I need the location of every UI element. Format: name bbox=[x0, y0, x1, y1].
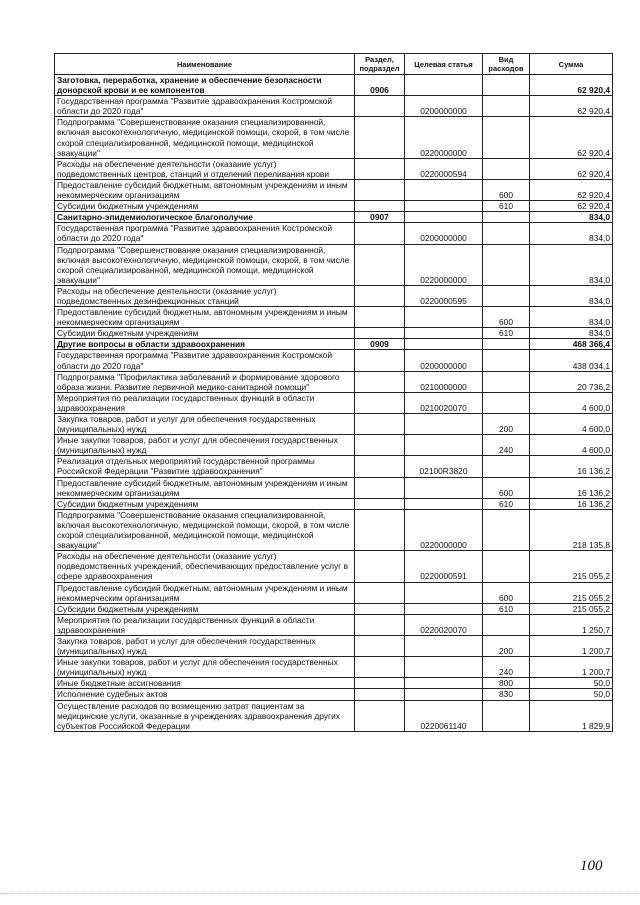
cell-name: Мероприятия по реализации государственных функций в области здравоохранения bbox=[55, 392, 355, 413]
cell-target bbox=[405, 307, 483, 328]
cell-target bbox=[405, 603, 483, 614]
cell-expense bbox=[483, 350, 530, 371]
table-row bbox=[55, 498, 613, 509]
header-section: Раздел, подраздел bbox=[355, 54, 405, 75]
cell-expense: 800 bbox=[483, 678, 530, 689]
cell-target: 0220000591 bbox=[405, 551, 483, 582]
cell-section bbox=[355, 689, 405, 700]
cell-name: Государственная программа "Развитие здравоохранения Костромской области до 2020 года" bbox=[55, 223, 355, 244]
cell-sum: 218 135,8 bbox=[530, 509, 613, 550]
cell-target bbox=[405, 75, 483, 96]
table-row bbox=[55, 158, 613, 179]
cell-sum: 438 034,1 bbox=[530, 350, 613, 371]
cell-target: 0220020070 bbox=[405, 614, 483, 635]
cell-section bbox=[355, 551, 405, 582]
cell-section bbox=[355, 96, 405, 117]
cell-target bbox=[405, 635, 483, 656]
cell-expense bbox=[483, 212, 530, 223]
cell-section bbox=[355, 477, 405, 498]
cell-sum: 834,0 bbox=[530, 223, 613, 244]
cell-name: Государственная программа "Развитие здравоохранения Костромской области до 2020 года" bbox=[55, 96, 355, 117]
cell-sum: 1 200,7 bbox=[530, 657, 613, 678]
cell-target: 0220000595 bbox=[405, 285, 483, 306]
cell-target bbox=[405, 498, 483, 509]
table-row bbox=[55, 244, 613, 285]
table-row bbox=[55, 328, 613, 339]
table-row bbox=[55, 477, 613, 498]
cell-sum: 62 920,4 bbox=[530, 117, 613, 158]
table-row bbox=[55, 339, 613, 350]
cell-target bbox=[405, 328, 483, 339]
cell-sum: 1 250,7 bbox=[530, 614, 613, 635]
cell-name: Предоставление субсидий бюджетным, автономным учреждениям и иным некоммерческим организациям bbox=[55, 477, 355, 498]
cell-target: 0200000000 bbox=[405, 350, 483, 371]
cell-sum: 16 136,2 bbox=[530, 498, 613, 509]
cell-sum: 62 920,4 bbox=[530, 75, 613, 96]
cell-sum: 4 600,0 bbox=[530, 392, 613, 413]
cell-target bbox=[405, 657, 483, 678]
header-name: Наименование bbox=[55, 54, 355, 75]
table-row bbox=[55, 75, 613, 96]
cell-name: Закупка товаров, работ и услуг для обеспечения государственных (муниципальных) нужд bbox=[55, 635, 355, 656]
cell-name: Субсидии бюджетным учреждениям bbox=[55, 201, 355, 212]
cell-target: 0220061140 bbox=[405, 700, 483, 731]
table-row bbox=[55, 201, 613, 212]
cell-section bbox=[355, 435, 405, 456]
cell-target: 0200000000 bbox=[405, 223, 483, 244]
cell-name: Иные бюджетные ассигнования bbox=[55, 678, 355, 689]
cell-section bbox=[355, 414, 405, 435]
cell-expense: 240 bbox=[483, 435, 530, 456]
cell-section bbox=[355, 223, 405, 244]
cell-expense bbox=[483, 614, 530, 635]
cell-expense: 610 bbox=[483, 498, 530, 509]
cell-expense bbox=[483, 75, 530, 96]
cell-section bbox=[355, 392, 405, 413]
cell-sum: 1 829,9 bbox=[530, 700, 613, 731]
cell-sum: 50,0 bbox=[530, 689, 613, 700]
header-sum: Сумма bbox=[530, 54, 613, 75]
table-row bbox=[55, 350, 613, 371]
cell-section bbox=[355, 371, 405, 392]
cell-sum: 16 136,2 bbox=[530, 456, 613, 477]
cell-sum: 215 055,2 bbox=[530, 582, 613, 603]
cell-expense: 600 bbox=[483, 179, 530, 200]
table-row bbox=[55, 551, 613, 582]
table-row bbox=[55, 509, 613, 550]
cell-section bbox=[355, 350, 405, 371]
cell-sum: 16 136,2 bbox=[530, 477, 613, 498]
table-row bbox=[55, 223, 613, 244]
cell-target: 0220000000 bbox=[405, 117, 483, 158]
cell-section bbox=[355, 582, 405, 603]
cell-sum: 4 600,0 bbox=[530, 435, 613, 456]
table-row bbox=[55, 371, 613, 392]
cell-section bbox=[355, 657, 405, 678]
cell-section bbox=[355, 456, 405, 477]
cell-target bbox=[405, 339, 483, 350]
cell-target bbox=[405, 179, 483, 200]
cell-expense: 610 bbox=[483, 201, 530, 212]
cell-name: Предоставление субсидий бюджетным, автономным учреждениям и иным некоммерческим организациям bbox=[55, 179, 355, 200]
cell-section bbox=[355, 509, 405, 550]
table-row bbox=[55, 414, 613, 435]
table-header-row bbox=[55, 54, 613, 75]
cell-section bbox=[355, 179, 405, 200]
cell-section bbox=[355, 328, 405, 339]
cell-expense bbox=[483, 700, 530, 731]
cell-name: Расходы на обеспечение деятельности (оказание услуг) подведомственных учреждений, обеспечивающих предоставление услуг в сфере здравоохранения bbox=[55, 551, 355, 582]
cell-target bbox=[405, 477, 483, 498]
cell-name: Исполнение судебных актов bbox=[55, 689, 355, 700]
table-row bbox=[55, 689, 613, 700]
cell-expense bbox=[483, 117, 530, 158]
cell-expense: 200 bbox=[483, 414, 530, 435]
cell-name: Субсидии бюджетным учреждениям bbox=[55, 603, 355, 614]
cell-name: Заготовка, переработка, хранение и обеспечение безопасности донорской крови и ее компонентов bbox=[55, 75, 355, 96]
header-target: Целевая статья bbox=[405, 54, 483, 75]
cell-name: Осуществление расходов по возмещению затрат пациентам за медицинские услуги, оказанные в учреждениях здравоохранения других субъектов Российской Федерации bbox=[55, 700, 355, 731]
cell-section bbox=[355, 700, 405, 731]
cell-name: Мероприятия по реализации государственных функций в области здравоохранения bbox=[55, 614, 355, 635]
cell-sum: 834,0 bbox=[530, 328, 613, 339]
table-row bbox=[55, 700, 613, 731]
table-row bbox=[55, 435, 613, 456]
table-row bbox=[55, 614, 613, 635]
cell-sum: 834,0 bbox=[530, 307, 613, 328]
page-number: 100 bbox=[580, 858, 603, 874]
cell-sum: 62 920,4 bbox=[530, 179, 613, 200]
cell-section bbox=[355, 498, 405, 509]
cell-sum: 468 366,4 bbox=[530, 339, 613, 350]
cell-name: Государственная программа "Развитие здравоохранения Костромской области до 2020 года" bbox=[55, 350, 355, 371]
table-row bbox=[55, 582, 613, 603]
cell-name: Подпрограмма "Совершенствование оказания специализированной, включая высокотехнологичную, медицинской помощи, скорой, в том числе скорой специализированной, медицинской помощи, медицинской эвакуации" bbox=[55, 117, 355, 158]
cell-section bbox=[355, 307, 405, 328]
header-expense: Вид расходов bbox=[483, 54, 530, 75]
cell-target bbox=[405, 689, 483, 700]
cell-name: Иные закупки товаров, работ и услуг для обеспечения государственных (муниципальных) нужд bbox=[55, 435, 355, 456]
cell-expense bbox=[483, 371, 530, 392]
table-row bbox=[55, 456, 613, 477]
cell-section bbox=[355, 158, 405, 179]
table-body bbox=[55, 75, 613, 732]
cell-expense bbox=[483, 223, 530, 244]
cell-name: Субсидии бюджетным учреждениям bbox=[55, 328, 355, 339]
table-row bbox=[55, 96, 613, 117]
table-row bbox=[55, 212, 613, 223]
cell-target bbox=[405, 678, 483, 689]
cell-name: Субсидии бюджетным учреждениям bbox=[55, 498, 355, 509]
table-row bbox=[55, 678, 613, 689]
cell-expense bbox=[483, 158, 530, 179]
cell-sum: 834,0 bbox=[530, 212, 613, 223]
cell-expense bbox=[483, 509, 530, 550]
table-row bbox=[55, 307, 613, 328]
cell-section bbox=[355, 678, 405, 689]
cell-target bbox=[405, 582, 483, 603]
cell-target bbox=[405, 212, 483, 223]
cell-target bbox=[405, 201, 483, 212]
cell-section bbox=[355, 614, 405, 635]
cell-target: 0210000000 bbox=[405, 371, 483, 392]
cell-sum: 62 920,4 bbox=[530, 201, 613, 212]
budget-table bbox=[54, 53, 613, 732]
cell-expense: 600 bbox=[483, 477, 530, 498]
cell-sum: 215 055,2 bbox=[530, 603, 613, 614]
cell-expense: 240 bbox=[483, 657, 530, 678]
cell-target bbox=[405, 435, 483, 456]
cell-expense bbox=[483, 244, 530, 285]
cell-section bbox=[355, 117, 405, 158]
cell-expense: 200 bbox=[483, 635, 530, 656]
cell-section: 0906 bbox=[355, 75, 405, 96]
cell-section bbox=[355, 603, 405, 614]
cell-sum: 834,0 bbox=[530, 244, 613, 285]
cell-sum: 215 055,2 bbox=[530, 551, 613, 582]
cell-name: Расходы на обеспечение деятельности (оказание услуг) подведомственных центров, станций и отделений переливания крови bbox=[55, 158, 355, 179]
cell-expense bbox=[483, 392, 530, 413]
cell-sum: 50,0 bbox=[530, 678, 613, 689]
cell-name: Предоставление субсидий бюджетным, автономным учреждениям и иным некоммерческим организациям bbox=[55, 582, 355, 603]
table-row bbox=[55, 392, 613, 413]
cell-sum: 20 736,2 bbox=[530, 371, 613, 392]
cell-expense: 610 bbox=[483, 328, 530, 339]
cell-expense bbox=[483, 96, 530, 117]
cell-target: 02100R3820 bbox=[405, 456, 483, 477]
cell-sum: 1 200,7 bbox=[530, 635, 613, 656]
table-row bbox=[55, 657, 613, 678]
cell-expense bbox=[483, 339, 530, 350]
cell-section bbox=[355, 201, 405, 212]
cell-name: Подпрограмма "Совершенствование оказания специализированной, включая высокотехнологичную, медицинской помощи, скорой, в том числе скорой специализированной, медицинской помощи, медицинской эвакуации" bbox=[55, 244, 355, 285]
cell-sum: 834,0 bbox=[530, 285, 613, 306]
cell-expense bbox=[483, 551, 530, 582]
cell-expense: 600 bbox=[483, 582, 530, 603]
cell-expense: 830 bbox=[483, 689, 530, 700]
cell-sum: 62 920,4 bbox=[530, 96, 613, 117]
cell-name: Расходы на обеспечение деятельности (оказание услуг) подведомственных дезинфекционных станций bbox=[55, 285, 355, 306]
cell-sum: 4 600,0 bbox=[530, 414, 613, 435]
cell-name: Закупка товаров, работ и услуг для обеспечения государственных (муниципальных) нужд bbox=[55, 414, 355, 435]
table-row bbox=[55, 285, 613, 306]
scan-edge-divider bbox=[0, 893, 640, 895]
cell-expense bbox=[483, 285, 530, 306]
cell-name: Подпрограмма "Совершенствование оказания специализированной, включая высокотехнологичную, медицинской помощи, скорой, в том числе скорой специализированной, медицинской помощи, медицинской эвакуации" bbox=[55, 509, 355, 550]
table-row bbox=[55, 603, 613, 614]
cell-target: 0220000000 bbox=[405, 509, 483, 550]
cell-name: Реализация отдельных мероприятий государственной программы Российской Федерации "Развитие здравоохранения" bbox=[55, 456, 355, 477]
cell-section bbox=[355, 244, 405, 285]
cell-target: 0210020070 bbox=[405, 392, 483, 413]
table-row bbox=[55, 635, 613, 656]
cell-section: 0909 bbox=[355, 339, 405, 350]
cell-expense: 610 bbox=[483, 603, 530, 614]
cell-expense: 600 bbox=[483, 307, 530, 328]
cell-sum: 62 920,4 bbox=[530, 158, 613, 179]
table-row bbox=[55, 179, 613, 200]
cell-section bbox=[355, 635, 405, 656]
cell-name: Иные закупки товаров, работ и услуг для обеспечения государственных (муниципальных) нужд bbox=[55, 657, 355, 678]
cell-target: 0200000000 bbox=[405, 96, 483, 117]
cell-target: 0220000000 bbox=[405, 244, 483, 285]
cell-name: Предоставление субсидий бюджетным, автономным учреждениям и иным некоммерческим организациям bbox=[55, 307, 355, 328]
cell-name: Подпрограмма "Профилактика заболеваний и формирование здорового образа жизни. Развитие первичной медико-санитарной помощи" bbox=[55, 371, 355, 392]
cell-name: Санитарно-эпидемиологическое благополучие bbox=[55, 212, 355, 223]
cell-expense bbox=[483, 456, 530, 477]
cell-section bbox=[355, 285, 405, 306]
table-row bbox=[55, 117, 613, 158]
cell-target bbox=[405, 414, 483, 435]
cell-target: 0220000594 bbox=[405, 158, 483, 179]
cell-section: 0907 bbox=[355, 212, 405, 223]
cell-name: Другие вопросы в области здравоохранения bbox=[55, 339, 355, 350]
